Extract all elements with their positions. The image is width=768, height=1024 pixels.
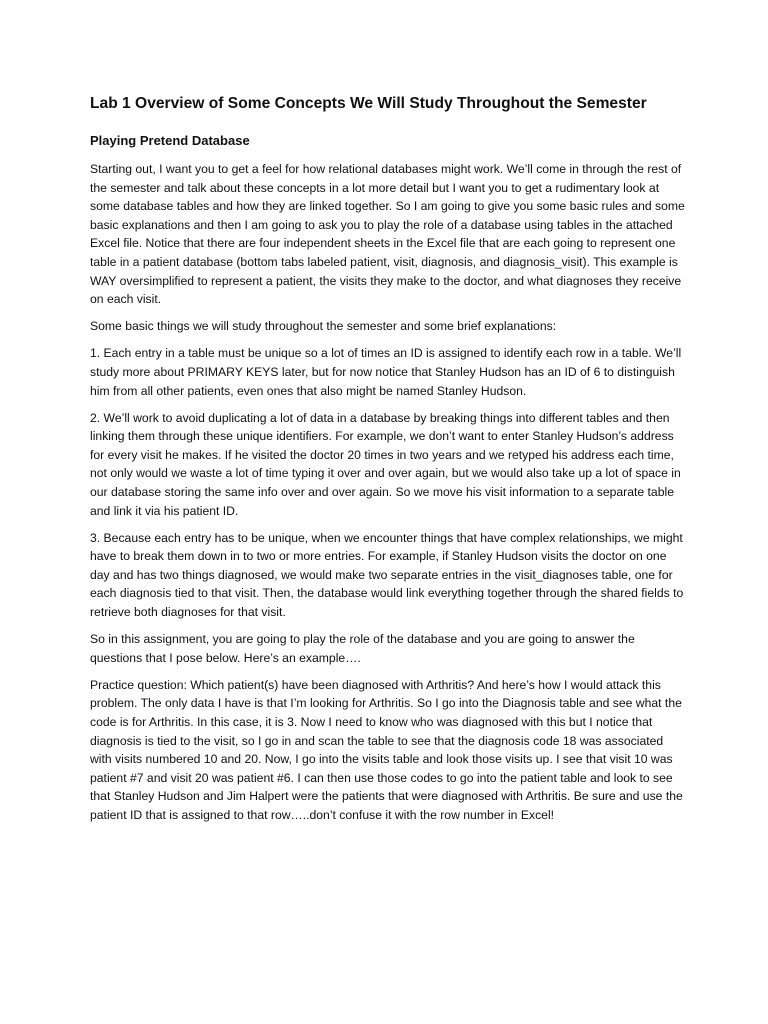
document-body [90,94,686,833]
paragraph-practice-question: Practice question: Which patient(s) have been diagnosed with Arthritis? And here’s how I would attack this problem. The only data I have is that I’m looking for Arthritis. So I go into the Diagnosis table and see what the code is for Arthritis. In this case, it is 3. Now I need to know who was diagnosed with this but I notice that diagnosis is tied to the visit, so I go in and scan the table to see that the diagnosis code 18 was associated with visits numbered 10 and 20. Now, I go into the visits table and look those visits up. I see that visit 10 was patient #7 and visit 20 was patient #6. I can then use those codes to go into the patient table and look to see that Stanley Hudson and Jim Halpert were the patients that were diagnosed with Arthritis. Be sure and use the patient ID that is assigned to that row…..don’t confuse it with the row number in Excel! [90,677,683,822]
paragraph-rule-2: 2. We’ll work to avoid duplicating a lot of data in a database by breaking things into different tables and then linking them through these unique identifiers. For example, we don’t want to enter Stanley Hudson’s address for every visit he makes. If he visited the doctor 20 times in two years and we retyped his address each time, not only would we waste a lot of time typing it over and over again, but we would also take up a lot of space in our database storing the same info over and over again. So we move his visit information to a separate table and link it via his patient ID. [90,410,681,518]
paragraph-rule-3: 3. Because each entry has to be unique, when we encounter things that have complex relationships, we might have to break them down in to two or more entries. For example, if Stanley Hudson visits the doctor on one day and has two things diagnosed, we would make two separate entries in the visit_diagnoses table, one for each diagnosis tied to that visit. Then, the database would link everything together through the shared fields to retrieve both diagnoses for that visit. [90,530,684,620]
document-title: Lab 1 Overview of Some Concepts We Will Study Throughout the Semester [90,95,647,112]
paragraph-rule-1: 1. Each entry in a table must be unique so a lot of times an ID is assigned to identify each row in a table. We’ll study more about PRIMARY KEYS later, but for now notice that Stanley Hudson has an ID of 6 to distinguish him from all other patients, even ones that also might be named Stanley Hudson. [90,346,682,398]
paragraph-basics-lead: Some basic things we will study throughout the semester and some brief explanations: [90,319,557,334]
paragraph-assignment: So in this assignment, you are going to play the role of the database and you are going to answer the questions that I pose below. Here’s an example…. [90,632,635,665]
paragraph-intro: Starting out, I want you to get a feel for how relational databases might work. We’ll come in through the rest of the semester and talk about these concepts in a lot more detail but I want you to get a rudimentary look at some database tables and how they are linked together. So I am going to give you some basic rules and some basic explanations and then I am going to ask you to play the role of a database using tables in the attached Excel file. Notice that there are four independent sheets in the Excel file that are each going to represent one table in a patient database (bottom tabs labeled patient, visit, diagnosis, and diagnosis_visit). This example is WAY oversimplified to represent a patient, the visits they make to the doctor, and what diagnoses they receive on each visit. [90,162,685,307]
section-heading: Playing Pretend Database [90,133,250,148]
